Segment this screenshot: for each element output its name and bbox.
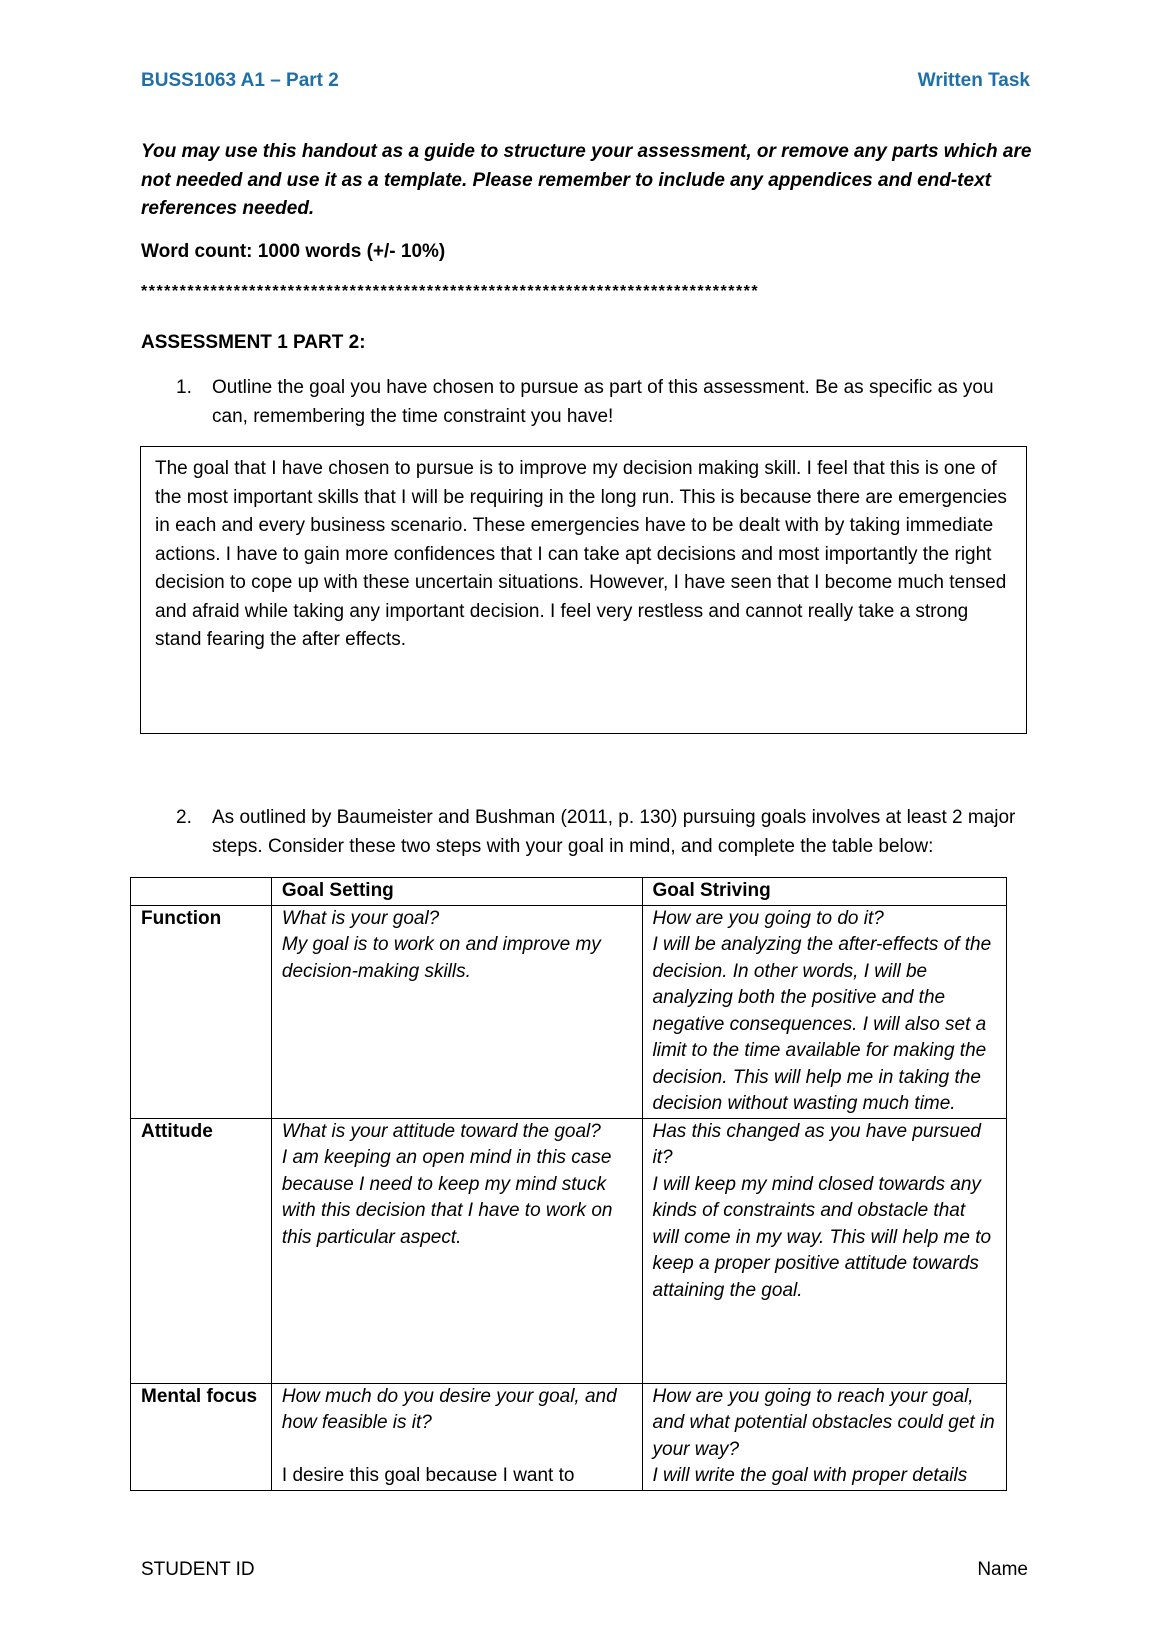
question-2 xyxy=(176,804,1032,861)
function-setting-prompt: What is your goal? xyxy=(281,907,440,929)
function-goal-striving-cell[interactable] xyxy=(642,905,1007,1118)
table-row-mental-focus xyxy=(131,1383,1007,1490)
mental-focus-setting-prompt: How much do you desire your goal, and how feasible is it? xyxy=(281,1385,617,1433)
goal-table xyxy=(130,877,1007,1491)
function-goal-setting-cell[interactable] xyxy=(271,905,642,1118)
mental-focus-goal-striving-cell[interactable] xyxy=(642,1383,1007,1490)
question-2-number: 2. xyxy=(176,807,192,828)
row-label-function: Function xyxy=(131,905,272,1118)
table-header-cell xyxy=(131,878,272,906)
attitude-setting-answer: I am keeping an open mind in this case because I need to keep my mind stuck with this decision that I have to work on this particular aspect. xyxy=(281,1147,613,1248)
attitude-goal-striving-cell[interactable] xyxy=(642,1118,1007,1383)
function-setting-answer: My goal is to work on and improve my decision-making skills. xyxy=(281,934,601,982)
intro-instructions: You may use this handout as a guide to structure your assessment, or remove any parts which are not needed and use it as a template. Please remember to include any appendices and end-text references needed. xyxy=(141,141,1032,219)
attitude-striving-prompt: Has this changed as you have pursued it? xyxy=(652,1120,981,1168)
attitude-goal-setting-cell[interactable] xyxy=(271,1118,642,1383)
section-title: ASSESSMENT 1 PART 2: xyxy=(141,332,366,353)
table-header-goal-striving: Goal Striving xyxy=(642,878,1007,906)
answer-1-box[interactable]: The goal that I have chosen to pursue is to improve my decision making skill. I feel that this is one of the most important skills that I will be requiring in the long run. This is because there are emergencies in each and every business scenario. These emergencies have to be dealt with by taking immediate actions. I have to gain more confidences that I can take apt decisions and most importantly the right decision to cope up with these uncertain situations. However, I have seen that I become much tensed and afraid while taking any important decision. I feel very restless and cannot really take a strong stand fearing the after effects. xyxy=(140,446,1027,734)
separator: ******************************************************************************** xyxy=(141,283,760,300)
word-count: Word count: 1000 words (+/- 10%) xyxy=(141,241,446,262)
table-row-attitude xyxy=(131,1118,1007,1383)
footer-name: Name xyxy=(977,1559,1028,1580)
question-2-text: As outlined by Baumeister and Bushman (2011, p. 130) pursuing goals involves at least 2 major steps. Consider these two steps with your goal in mind, and complete the table below: xyxy=(212,807,1016,857)
mental-focus-striving-answer: I will write the goal with proper details xyxy=(652,1465,968,1486)
mental-focus-striving-prompt: How are you going to reach your goal, and what potential obstacles could get in your way? xyxy=(652,1385,995,1460)
row-label-mental-focus: Mental focus xyxy=(131,1383,272,1490)
question-1-number: 1. xyxy=(176,377,192,398)
table-row-function xyxy=(131,905,1007,1118)
question-1-text: Outline the goal you have chosen to pursue as part of this assessment. Be as specific as you can, remembering the time constraint you have! xyxy=(212,377,994,427)
header-course-code: BUSS1063 A1 – Part 2 xyxy=(141,70,339,91)
footer-student-id: STUDENT ID xyxy=(141,1559,255,1580)
function-striving-answer: I will be analyzing the after-effects of the decision. In other words, I will be analyzing both the positive and the negative consequences. I will also set a limit to the time available for making the decision. This will help me in taking the decision without wasting much time. xyxy=(652,934,992,1114)
row-label-attitude: Attitude xyxy=(131,1118,272,1383)
mental-focus-goal-setting-cell[interactable] xyxy=(271,1383,642,1490)
attitude-striving-answer: I will keep my mind closed towards any kinds of constraints and obstacle that will come in my way. This will help me to keep a proper positive attitude towards attaining the goal. xyxy=(652,1173,992,1301)
question-1 xyxy=(176,374,1032,431)
header-task-type: Written Task xyxy=(917,70,1030,91)
mental-focus-setting-answer: I desire this goal because I want to xyxy=(281,1464,575,1486)
table-header-row xyxy=(131,878,1007,906)
table-header-goal-setting: Goal Setting xyxy=(271,878,642,906)
function-striving-prompt: How are you going to do it? xyxy=(652,907,884,929)
attitude-setting-prompt: What is your attitude toward the goal? xyxy=(281,1120,601,1142)
